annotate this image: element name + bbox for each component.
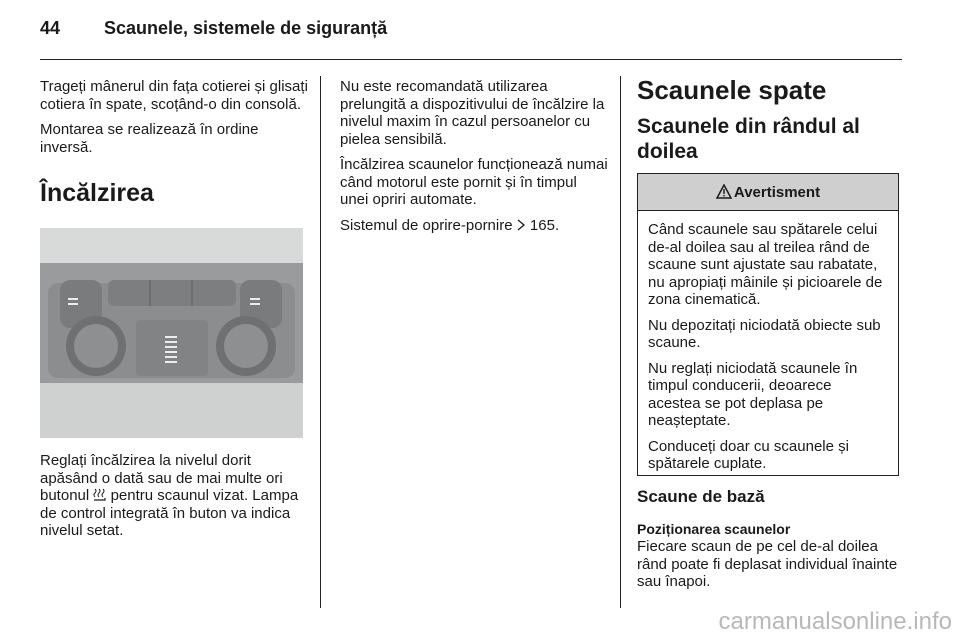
column-divider-1 (320, 76, 321, 608)
warning-header (638, 174, 898, 211)
warning-title: Avertisment (733, 183, 821, 201)
heating-heading: Încălzirea (40, 179, 154, 207)
arrow-ref-icon (517, 217, 526, 234)
heating-paragraph (40, 452, 308, 540)
column-3 (637, 74, 902, 164)
warning-triangle-icon (716, 184, 734, 201)
warning-p1: Când scaunele sau spătarele celui de-al doilea sau al treilea rând de scaune sunt ajustate sau rabatate, nu apropiați mâinile și picioarele de zona cinematică. (648, 221, 883, 308)
stop-start-text: Sistemul de oprire-pornire (340, 216, 513, 234)
warning-box (637, 173, 899, 476)
seat-positioning-paragraph: Fiecare scaun de pe cel de-al doilea rând poate fi deplasat individual înainte sau înapoi. (637, 538, 898, 590)
watermark: carmanualsonline.info (718, 608, 952, 635)
engine-paragraph: Încălzirea scaunelor funcționează numai când motorul este pornit și în timpul unei opriri automate. (340, 156, 608, 208)
climate-control-photo (40, 228, 303, 438)
page-title: Scaunele, sistemele de siguranță (104, 18, 388, 38)
column-3-lower (637, 487, 902, 599)
warning-p4: Conduceți doar cu scaunele și spătarele cuplate. (648, 437, 849, 472)
column-divider-2 (620, 76, 621, 608)
warning-body (638, 211, 898, 473)
mounting-paragraph: Montarea se realizează în ordine inversă. (40, 121, 259, 156)
sensitive-skin-paragraph: Nu este recomandată utilizarea prelungită a dispozitivului de încălzire la nivelul maxim în cazul persoanelor cu pielea sensibilă. (340, 78, 605, 148)
seat-positioning-heading: Poziționarea scaunelor (637, 521, 791, 537)
column-1-lower (40, 452, 308, 548)
heating-text-b: pentru scaunul vizat. Lampa de control integrată în buton va indica nivelul setat. (40, 487, 299, 539)
warning-p2: Nu depozitați niciodată obiecte sub scaune. (648, 316, 881, 351)
stop-start-paragraph (340, 217, 608, 235)
heating-text-a: Reglați încălzirea la nivelul dorit apăsând o dată sau de mai multe ori butonul (40, 452, 283, 504)
page-header (40, 18, 387, 39)
basic-seats-heading: Scaune de bază (637, 487, 765, 506)
climate-panel-illustration (40, 228, 303, 438)
seat-heat-icon (93, 487, 106, 504)
column-2 (340, 78, 608, 242)
rear-seats-heading: Scaunele spate (637, 75, 827, 105)
page-number: 44 (40, 18, 61, 38)
armrest-paragraph: Trageți mânerul din fața cotierei și glisați cotiera în spate, scoțând-o din consolă. (40, 78, 308, 113)
warning-p3: Nu reglați niciodată scaunele în timpul conducerii, deoarece acestea se pot deplasa pe neașteptate. (648, 359, 858, 429)
page-reference[interactable]: 165. (529, 216, 560, 234)
column-1 (40, 78, 308, 208)
header-rule (40, 59, 902, 60)
second-row-heading: Scaunele din rândul al doilea (637, 115, 860, 163)
